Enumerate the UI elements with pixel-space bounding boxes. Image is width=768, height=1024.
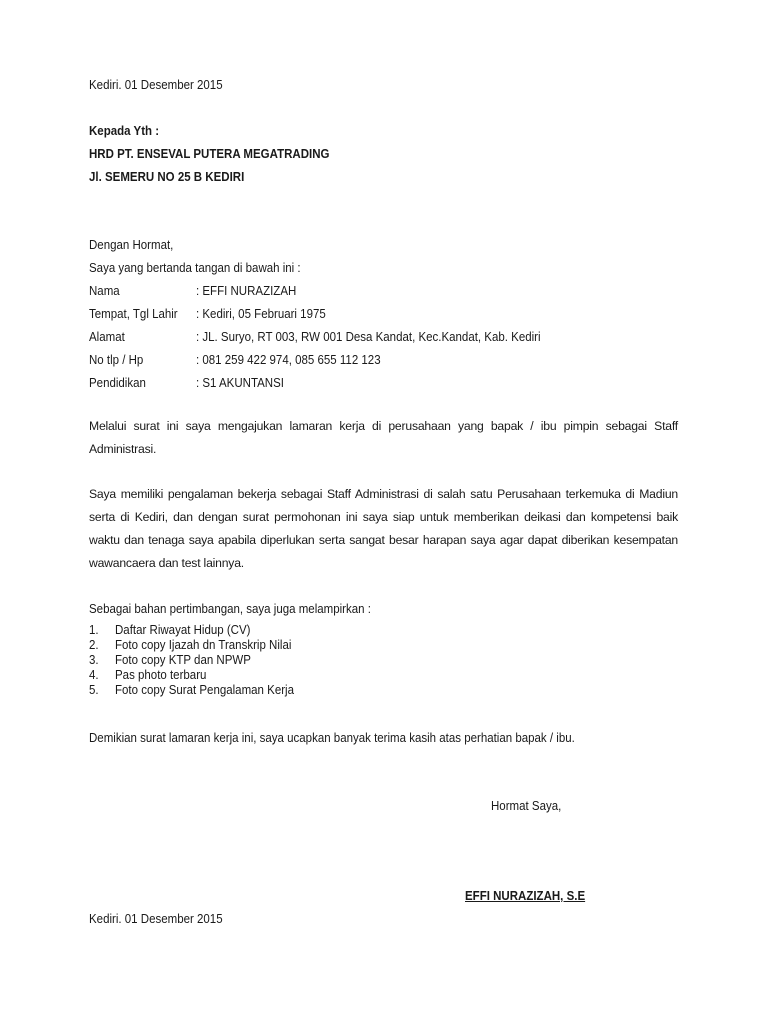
signature-name: EFFI NURAZIZAH, S.E (465, 889, 586, 903)
list-item-text: Daftar Riwayat Hidup (CV) (115, 623, 251, 637)
list-item-text: Foto copy Ijazah dn Transkrip Nilai (115, 638, 292, 652)
body-paragraph-1: Melalui surat ini saya mengajukan lamaran kerja di perusahaan yang bapak / ibu pimpin sebagai Staff Administrasi. (89, 419, 678, 456)
intro-line: Saya yang bertanda tangan di bawah ini : (89, 261, 301, 275)
body-paragraph-2: Saya memiliki pengalaman bekerja sebagai Staff Administrasi di salah satu Perusahaan terkemuka di Madiun serta di Kediri, dan dengan surat permohonan ini saya siap untuk memberikan deikasi dan kompetensi baik waktu dan tenaga saya apabila diperlukan serta sangat besar harapan saya agar dapat diberikan kesempatan wawancaera dan test lainnya. (89, 487, 678, 570)
field-label-address: Alamat (89, 330, 125, 344)
list-item-number: 5. (89, 683, 99, 697)
field-label-name: Nama (89, 284, 120, 298)
greeting: Dengan Hormat, (89, 238, 174, 252)
field-label-birth: Tempat, Tgl Lahir (89, 307, 178, 321)
list-item-number: 2. (89, 638, 99, 652)
list-item-text: Pas photo terbaru (115, 668, 207, 682)
closing-text: Demikian surat lamaran kerja ini, saya ucapkan banyak terima kasih atas perhatian bapak / ibu. (89, 731, 575, 745)
closing-regards: Hormat Saya, (491, 799, 562, 813)
field-label-education: Pendidikan (89, 376, 146, 390)
list-item-number: 1. (89, 623, 99, 637)
letter-date: Kediri. 01 Desember 2015 (89, 78, 223, 92)
field-value-address: : JL. Suryo, RT 003, RW 001 Desa Kandat, Kec.Kandat, Kab. Kediri (196, 330, 541, 344)
list-item-text: Foto copy KTP dan NPWP (115, 653, 251, 667)
field-value-birth: : Kediri, 05 Februari 1975 (196, 307, 326, 321)
list-item-number: 4. (89, 668, 99, 682)
recipient-address: Jl. SEMERU NO 25 B KEDIRI (89, 170, 245, 184)
field-value-name: : EFFI NURAZIZAH (196, 284, 297, 298)
field-label-phone: No tlp / Hp (89, 353, 144, 367)
list-item-text: Foto copy Surat Pengalaman Kerja (115, 683, 294, 697)
recipient-company: HRD PT. ENSEVAL PUTERA MEGATRADING (89, 147, 330, 161)
list-item-number: 3. (89, 653, 99, 667)
recipient-salutation: Kepada Yth : (89, 124, 160, 138)
attachments-intro: Sebagai bahan pertimbangan, saya juga melampirkan : (89, 602, 371, 616)
field-value-education: : S1 AKUNTANSI (196, 376, 284, 390)
field-value-phone: : 081 259 422 974, 085 655 112 123 (196, 353, 381, 367)
footer-date: Kediri. 01 Desember 2015 (89, 912, 223, 926)
